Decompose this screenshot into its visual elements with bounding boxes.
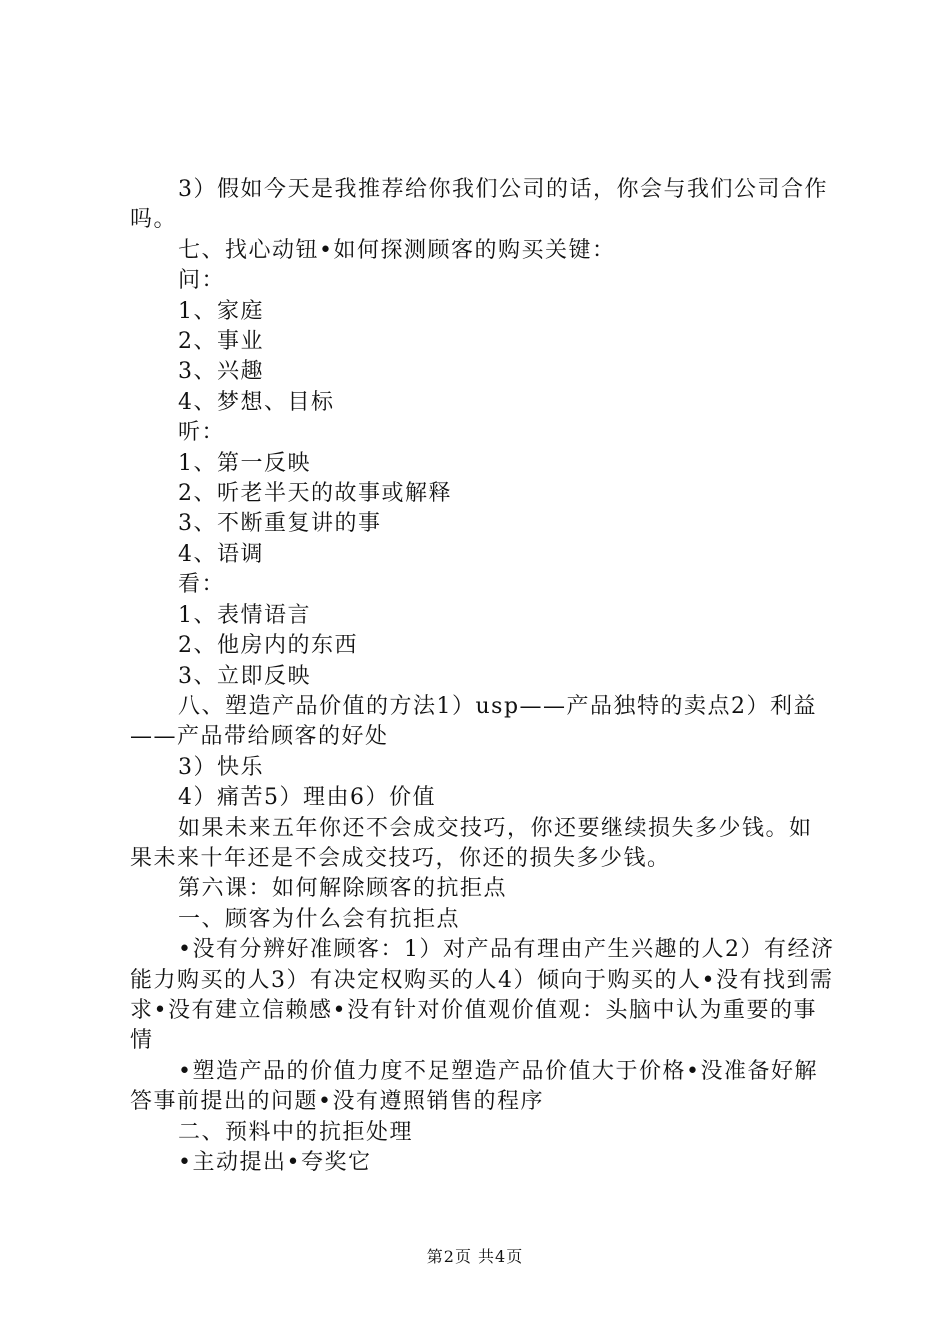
list-item: 3、不断重复讲的事 [178,511,382,537]
list-item: 1、表情语言 [178,602,311,628]
list-item: 1、家庭 [178,298,264,324]
paragraph: 问： [178,268,226,294]
list-item: 2、事业 [178,329,264,355]
list-item: 1、第一反映 [178,450,311,476]
paragraph: •主动提出•夸奖它 [178,1150,372,1175]
paragraph: 看： [178,572,226,598]
list-item: 3、立即反映 [178,663,311,689]
paragraph: 听： [178,420,226,446]
list-item: 4、语调 [178,541,264,567]
list-item: 3、兴趣 [178,359,264,385]
list-item: 4）痛苦5）理由6）价值 [178,785,436,811]
paragraph: 3）假如今天是我推荐给你我们公司的话，你会与我们公司合作吗。 [130,177,828,233]
list-item: 2、听老半天的故事或解释 [178,481,452,507]
section-heading: 七、找心动钮•如何探测顾客的购买关键： [178,237,616,263]
document-body [130,175,835,1178]
list-item: 4、梦想、目标 [178,389,335,415]
section-heading: 八、塑造产品价值的方法1）usp——产品独特的卖点2）利益——产品带给顾客的好处 [130,693,818,750]
lesson-heading: 第六课：如何解除顾客的抗拒点 [178,876,508,902]
paragraph: •没有分辨好准顾客：1）对产品有理由产生兴趣的人2）有经济能力购买的人3）有决定权购买的人4）倾向于购买的人•没有找到需求•没有建立信赖感•没有针对价值观价值观：头脑中认为重要的事情 [130,937,835,1054]
list-item: 2、他房内的东西 [178,633,358,659]
list-item: 3）快乐 [178,754,264,780]
paragraph: 如果未来五年你还不会成交技巧，你还要继续损失多少钱。如果未来十年还是不会成交技巧，你还的损失多少钱。 [130,815,813,871]
page-number-footer: 第2页 共4页 [426,1247,524,1266]
section-heading: 一、顾客为什么会有抗拒点 [178,906,461,932]
section-heading: 二、预料中的抗拒处理 [178,1119,414,1145]
paragraph: •塑造产品的价值力度不足塑造产品价值大于价格•没准备好解答事前提出的问题•没有遵照销售的程序 [130,1058,818,1115]
